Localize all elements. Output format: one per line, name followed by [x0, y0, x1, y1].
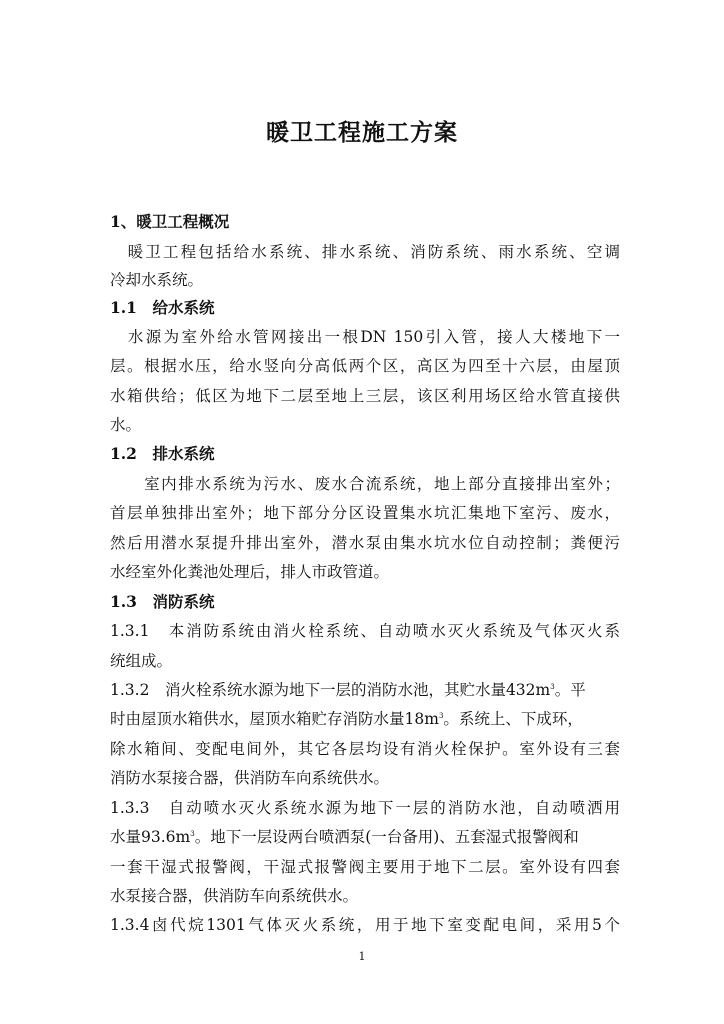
- paragraph-line: [110, 827, 620, 847]
- paragraph-line: 一套干湿式报警阀，干湿式报警阀主要用于地下二层。室外设有四套: [110, 858, 620, 876]
- paragraph-line: 除水箱间、变配电间外，其它各层均设有消火栓保护。室外设有三套: [110, 740, 620, 758]
- section-heading-1-2: 1.2 排水系统: [110, 444, 215, 463]
- text-segment: 。地下一层设两台喷洒泵(一台备用)、五套湿式报警阀和: [194, 828, 579, 846]
- superscript: 3: [438, 711, 444, 720]
- paragraph-line: 层。根据水压，给水竖向分高低两个区，高区为四至十六层，由屋顶: [110, 357, 620, 375]
- text-segment: 。系统上、下成环，: [443, 710, 583, 728]
- paragraph-line: 1.3.1 本消防系统由消火栓系统、自动喷水灭火系统及气体灭火系: [110, 622, 620, 640]
- text-segment: 。平: [554, 681, 586, 699]
- text-segment: 时由屋顶水箱供水，屋顶水箱贮存消防水量18m: [110, 710, 439, 728]
- paragraph-line: 统组成。: [110, 652, 173, 670]
- paragraph-line: 水经室外化粪池处理后，排人市政管道。: [110, 563, 390, 581]
- paragraph-line: 水泵接合器，供消防车向系统供水。: [110, 887, 359, 905]
- paragraph-line: 冷却水系统。: [110, 271, 204, 289]
- paragraph-line: 然后用潜水泵提升排出室外，潜水泵由集水坑水位自动控制；粪便污: [110, 534, 620, 552]
- paragraph-line: 水源为室外给水管网接出一根DN 150引入管，接人大楼地下一: [110, 328, 620, 346]
- text-segment: 水量93.6m: [110, 828, 191, 846]
- page-number: 1: [358, 950, 366, 963]
- paragraph-line: 1.3.4卤代烷1301气体灭火系统，用于地下室变配电间，采用5个: [110, 916, 620, 934]
- section-heading-1-1: 1.1 给水系统: [110, 298, 215, 317]
- paragraph-line: [110, 709, 620, 729]
- paragraph-line: 1.3.3 自动喷水灭火系统水源为地下一层的消防水池，自动喷洒用: [110, 799, 620, 817]
- paragraph-line: 室内排水系统为污水、废水合流系统，地上部分直接排出室外；: [110, 475, 620, 493]
- paragraph-line: 暖卫工程包括给水系统、排水系统、消防系统、雨水系统、空调: [110, 243, 620, 261]
- paragraph-line: [110, 680, 620, 700]
- paragraph-line: 水。: [110, 416, 142, 434]
- superscript: 3: [550, 682, 555, 691]
- page-title: 暖卫工程施工方案: [266, 119, 458, 146]
- section-heading-1: 1、暖卫工程概况: [110, 212, 230, 231]
- section-heading-1-3: 1.3 消防系统: [110, 592, 215, 611]
- paragraph-line: 首层单独排出室外；地下部分分区设置集水坑汇集地下室污、废水，: [110, 504, 620, 522]
- superscript: 3: [190, 829, 195, 838]
- paragraph-line: 水箱供给；低区为地下二层至地上三层，该区利用场区给水管直接供: [110, 387, 620, 405]
- paragraph-line: 消防水泵接合器，供消防车向系统供水。: [110, 769, 390, 787]
- text-segment: 1.3.2 消火栓系统水源为地下一层的消防水池，其贮水量432m: [110, 681, 551, 699]
